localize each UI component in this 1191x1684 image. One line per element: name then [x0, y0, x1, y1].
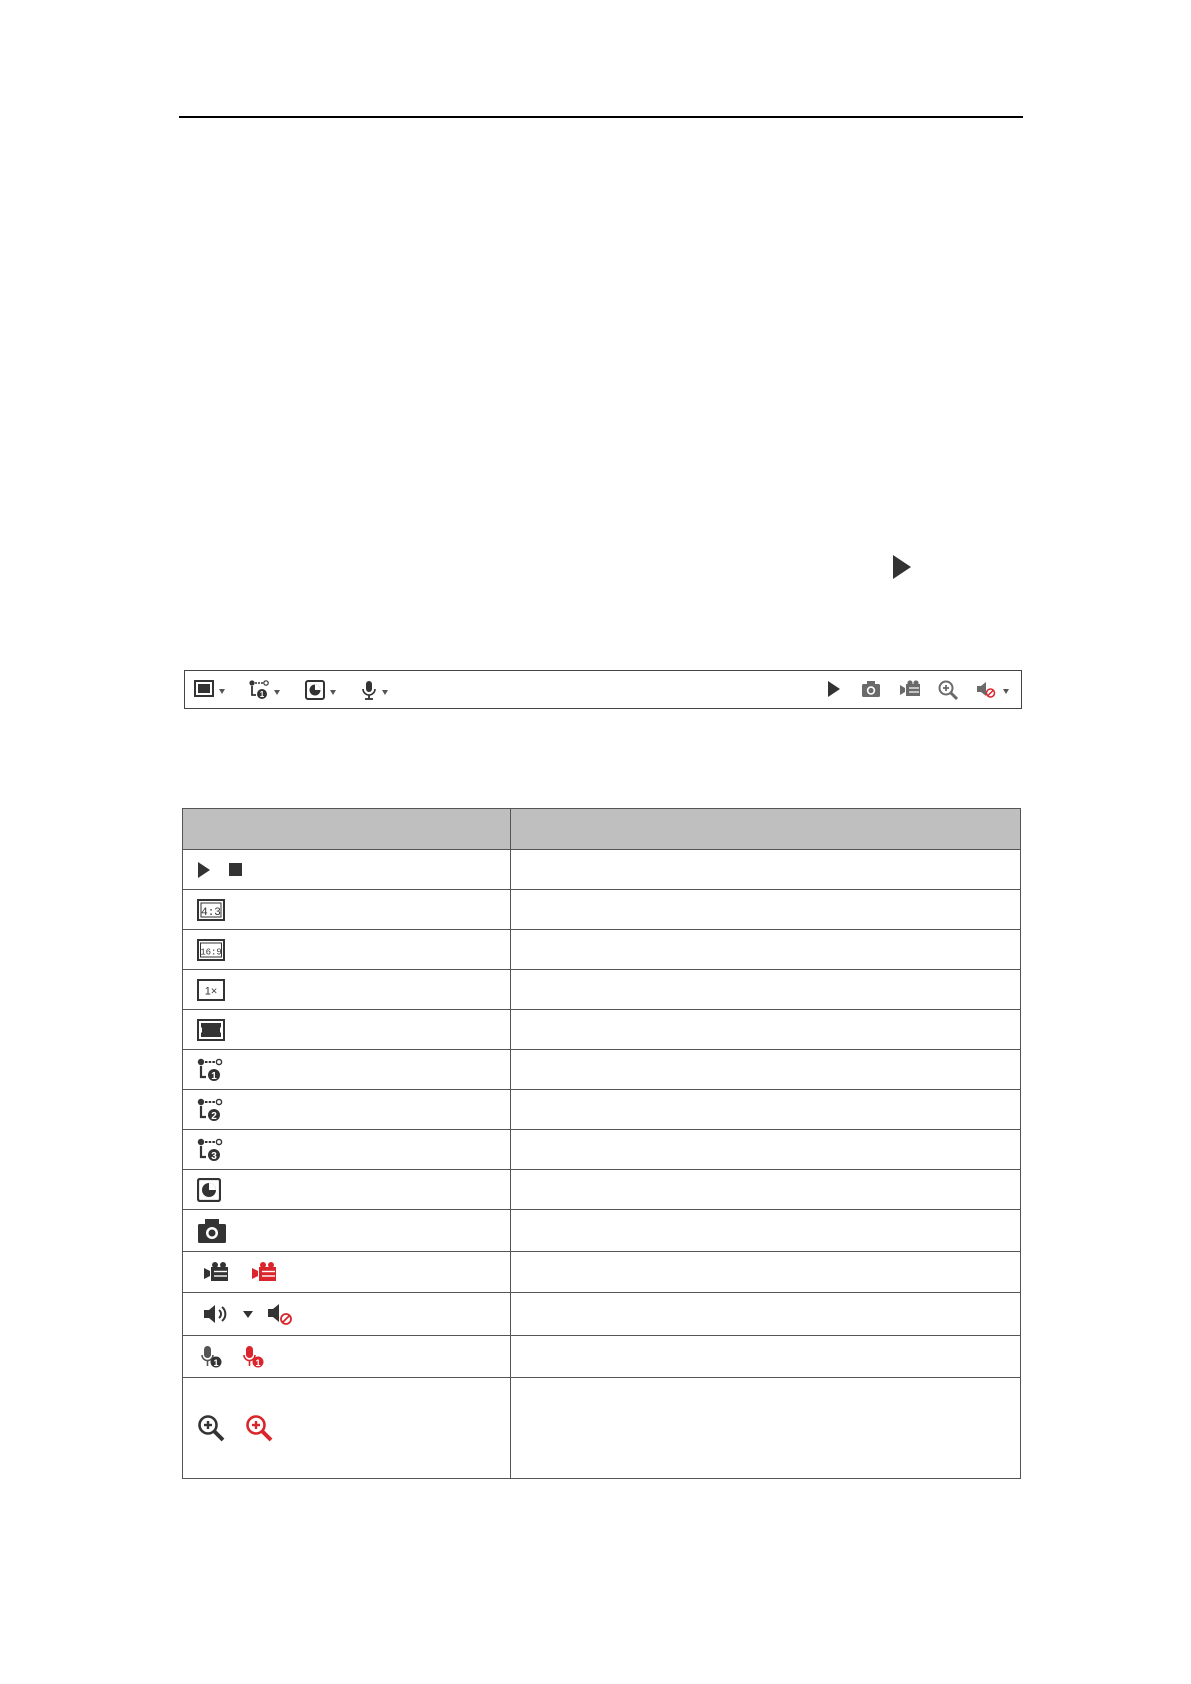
chevron-down-icon [243, 1311, 253, 1318]
zoom-in-icon [938, 680, 958, 705]
digital-zoom-button[interactable] [938, 680, 958, 705]
row-description [511, 1090, 1021, 1130]
ratio-4-3-icon [197, 899, 225, 921]
camera-icon [197, 1218, 227, 1244]
stream-type-button[interactable] [249, 680, 280, 705]
record-active-icon [251, 1261, 277, 1283]
column-header-description [511, 809, 1021, 850]
ratio-1x-icon [197, 979, 225, 1001]
svg-text:1: 1 [259, 690, 265, 699]
svg-text:16:9: 16:9 [200, 947, 222, 957]
header-rule [179, 116, 1023, 118]
row-description [511, 1130, 1021, 1170]
plugin-icon [305, 680, 325, 705]
aspect-fill-icon [197, 1019, 225, 1041]
plugin-icon [197, 1178, 221, 1202]
row-description [511, 1293, 1021, 1336]
table-row [183, 1090, 1021, 1130]
record-icon [203, 1261, 229, 1283]
table-row [183, 970, 1021, 1010]
stream-main-icon [249, 680, 269, 705]
live-view-toolbar [184, 670, 1022, 709]
microphone-icon [361, 680, 377, 705]
svg-text:4:3: 4:3 [201, 906, 221, 919]
audio-button[interactable] [976, 680, 1009, 703]
column-header-icon [183, 809, 511, 850]
svg-text:2: 2 [211, 1110, 217, 1122]
row-description [511, 970, 1021, 1010]
stream-sub-icon [197, 1098, 223, 1122]
svg-text:1: 1 [255, 1357, 261, 1368]
record-button[interactable] [899, 680, 921, 703]
play-icon [827, 680, 841, 703]
row-description [511, 1378, 1021, 1479]
row-description [511, 930, 1021, 970]
chevron-down-icon [1003, 689, 1009, 694]
start-live-view-button[interactable] [827, 680, 841, 703]
svg-text:1×: 1× [204, 985, 218, 997]
ratio-16-9-icon [197, 939, 225, 961]
row-description [511, 1170, 1021, 1210]
table-row [183, 1210, 1021, 1252]
table-row [183, 1010, 1021, 1050]
volume-muted-icon [267, 1302, 293, 1326]
svg-text:1: 1 [211, 1070, 217, 1082]
zoom-in-icon [197, 1414, 225, 1442]
microphone-icon [201, 1345, 223, 1369]
table-row [183, 1378, 1021, 1479]
audio-mute-icon [976, 680, 996, 703]
table-row [183, 1050, 1021, 1090]
chevron-down-icon [382, 690, 388, 695]
chevron-down-icon [330, 690, 336, 695]
microphone-active-icon [243, 1345, 265, 1369]
camera-icon [861, 680, 881, 703]
table-row [183, 1170, 1021, 1210]
chevron-down-icon [274, 690, 280, 695]
volume-icon [203, 1303, 231, 1325]
row-description [511, 1336, 1021, 1378]
aspect-fill-button[interactable] [194, 680, 225, 702]
stream-main-icon [197, 1058, 223, 1082]
zoom-in-active-icon [245, 1414, 273, 1442]
row-description [511, 1210, 1021, 1252]
table-row [183, 1130, 1021, 1170]
plugin-button[interactable] [305, 680, 336, 705]
capture-button[interactable] [861, 680, 881, 703]
row-description [511, 890, 1021, 930]
row-description [511, 1252, 1021, 1293]
play-icon [197, 861, 211, 879]
stream-third-icon [197, 1138, 223, 1162]
play-icon [892, 554, 912, 585]
stop-icon [229, 863, 242, 876]
table-row [183, 1336, 1021, 1378]
table-row [183, 930, 1021, 970]
chevron-down-icon [219, 689, 225, 694]
record-icon [899, 680, 921, 703]
table-header-row [183, 809, 1021, 850]
icon-description-table [182, 808, 1021, 1479]
row-description [511, 850, 1021, 890]
table-row [183, 850, 1021, 890]
table-row [183, 1293, 1021, 1336]
aspect-fill-icon [194, 680, 214, 702]
table-row [183, 1252, 1021, 1293]
row-description [511, 1050, 1021, 1090]
svg-text:1: 1 [213, 1357, 219, 1368]
table-row [183, 890, 1021, 930]
svg-text:3: 3 [211, 1150, 217, 1162]
row-description [511, 1010, 1021, 1050]
microphone-button[interactable] [361, 680, 388, 705]
